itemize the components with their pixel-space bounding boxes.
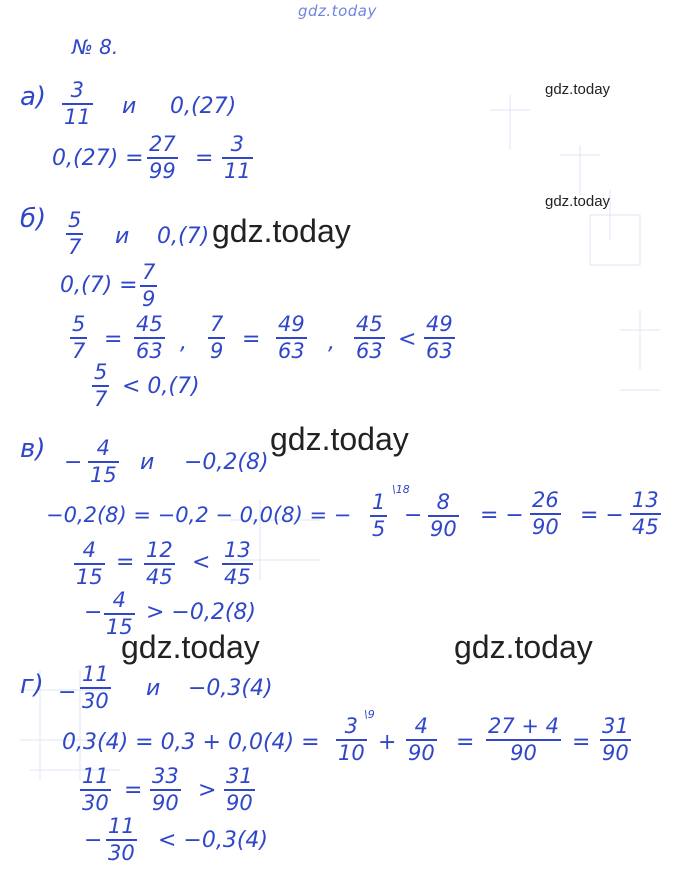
watermark-big-3: gdz.today [121,629,260,665]
part-g-l2-fraction-1: 3 10 [338,714,365,765]
part-b-label: б) [20,204,47,234]
part-g-l2-plus: + [378,730,397,755]
part-g-l3-greater-than: > [198,778,217,803]
part-b-l3-less-than: < [398,327,417,352]
part-v-l2-fraction-2: 8 90 [430,490,457,541]
part-g-conjunction: и [146,676,161,701]
part-b-l3-equals-1: = [104,327,123,352]
part-v-l4-fraction: 4 15 [106,588,133,639]
part-g-l2-fraction-3: 27 + 4 90 [488,714,560,765]
part-b-decimal: 0,(7) [157,224,210,249]
part-v-l4-rest: > −0,2(8) [146,600,257,625]
part-v-l3-equals: = [116,550,135,575]
part-a-conjunction: и [122,94,137,119]
part-b-line2-left: 0,(7) = [60,273,138,298]
part-b-l3-fraction-1: 5 7 [72,312,86,363]
part-g-label: г) [20,670,44,700]
part-g-l4-fraction: 11 30 [108,814,135,865]
watermark-top: gdz.today [298,2,377,20]
part-v-conjunction: и [140,450,155,475]
part-v-label: в) [20,434,46,464]
part-g-l2-left: 0,3(4) = 0,3 + 0,0(4) = [62,730,320,755]
part-g-l3-fraction-1: 11 30 [82,764,109,815]
part-b-l4-fraction: 5 7 [94,360,108,411]
part-g-l2-equals-1: = [456,730,475,755]
part-b-l3-comma-2: , [328,330,335,355]
part-b-fraction-1: 5 7 [68,208,82,259]
part-a-fraction-2: 27 99 [149,132,176,183]
part-g-l3-fraction-2: 33 90 [152,764,179,815]
part-v-decimal: −0,2(8) [184,450,269,475]
part-v-minus: − [64,450,83,475]
part-a-label: а) [20,82,47,112]
task-number: № 8. [72,35,119,59]
part-g-l2-fraction-4: 31 90 [602,714,629,765]
part-v-l3-fraction-3: 13 45 [224,538,251,589]
part-v-l2-multiplier: \18 [392,483,410,496]
part-v-l2-equals-2: = − [580,503,624,528]
part-v-l2-fraction-4: 13 45 [632,488,659,539]
part-b-conjunction: и [115,224,130,249]
part-g-l2-equals-2: = [572,730,591,755]
part-b-l3-fraction-6: 49 63 [426,312,453,363]
part-a-line2-left: 0,(27) = [52,146,144,171]
part-v-l2-equals-1: = − [480,503,524,528]
part-g-l3-fraction-3: 31 90 [226,764,253,815]
part-v-l2-fraction-1: 1 5 [372,490,386,541]
part-v-l4-minus: − [84,600,103,625]
part-b-l3-fraction-2: 45 63 [136,312,163,363]
watermark-big-2: gdz.today [270,421,409,457]
part-g-l3-equals: = [124,778,143,803]
part-b-l3-fraction-3: 7 9 [210,312,224,363]
part-v-l2-fraction-3: 26 90 [532,488,559,539]
part-g-decimal: −0,3(4) [188,676,273,701]
part-b-l4-rest: < 0,(7) [122,374,200,399]
part-g-l2-multiplier: \9 [364,708,375,721]
part-g-l4-rest: < −0,3(4) [158,828,269,853]
part-a-fraction-1: 3 11 [64,78,91,129]
part-b-l3-fraction-4: 49 63 [278,312,305,363]
part-g-l4-minus: − [84,828,103,853]
part-g-l2-fraction-2: 4 90 [408,714,435,765]
part-v-l2-minus: − [404,503,423,528]
part-v-fraction-1: 4 15 [90,436,117,487]
part-a-equals: = [195,146,214,171]
watermark-small-b: gdz.today [545,193,611,210]
part-v-l3-less-than: < [192,550,211,575]
part-g-fraction-1: 11 30 [82,662,109,713]
part-v-l3-fraction-1: 4 15 [76,538,103,589]
part-b-l3-equals-2: = [242,327,261,352]
part-g-minus: − [58,680,77,705]
watermark-small-a: gdz.today [545,81,611,98]
part-b-l3-fraction-5: 45 63 [356,312,383,363]
part-v-l3-fraction-2: 12 45 [146,538,173,589]
watermark-big-1: gdz.today [212,213,351,249]
part-a-decimal: 0,(27) [170,94,237,119]
part-a-fraction-3: 3 11 [224,132,251,183]
part-b-l3-comma-1: , [180,330,187,355]
part-v-l2-left: −0,2(8) = −0,2 − 0,0(8) = − [46,503,352,527]
watermark-big-4: gdz.today [454,629,593,665]
part-b-fraction-2: 7 9 [142,260,156,311]
